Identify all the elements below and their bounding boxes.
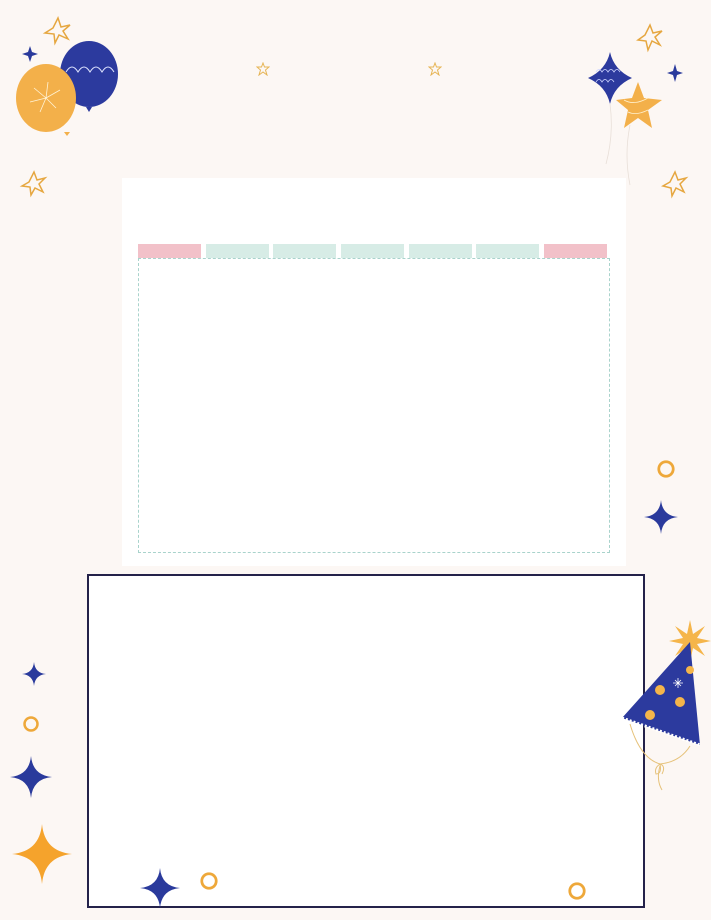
sparkle-navy-icon [140, 868, 180, 908]
calendar-card [122, 178, 626, 566]
ring-gold-icon [656, 459, 676, 479]
sparkle-navy-small-icon [22, 662, 46, 686]
dow-sun [138, 244, 201, 258]
dow-mon [206, 244, 269, 258]
sparkle-navy-icon [644, 500, 678, 534]
dow-fri [476, 244, 539, 258]
small-star-icon [428, 62, 442, 76]
ring-gold-icon [199, 871, 219, 891]
dow-thu [409, 244, 472, 258]
sparkle-navy-icon [10, 756, 52, 798]
star-outline-icon [45, 18, 70, 43]
dow-wed [341, 244, 404, 258]
dow-tue [273, 244, 336, 258]
ring-gold-icon [22, 715, 40, 733]
ring-gold-icon [567, 881, 587, 901]
dow-sat [544, 244, 607, 258]
small-star-icon [256, 62, 270, 76]
calendar-grid [138, 258, 610, 553]
party-hat-icon [620, 620, 711, 800]
balloons-left-icon [0, 0, 130, 200]
message-box [87, 574, 645, 908]
sparkle-gold-icon [12, 824, 72, 884]
